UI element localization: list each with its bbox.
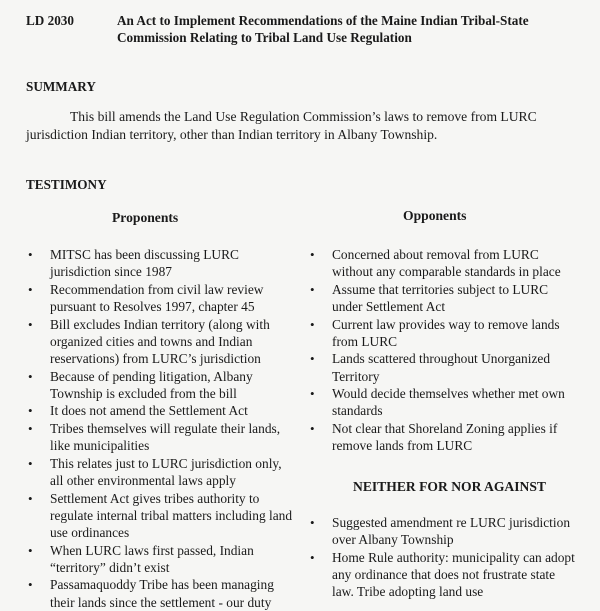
list-item: • Lands scattered throughout Unorganized Territory bbox=[308, 350, 578, 384]
summary-text: This bill amends the Land Use Regulation Commission’s laws to remove from LURC jurisdiction Indian territory, other than Indian territory in Albany Township. bbox=[26, 109, 537, 142]
list-item: • Concerned about removal from LURC without any comparable standards in place bbox=[308, 246, 578, 280]
list-item: • MITSC has been discussing LURC jurisdiction since 1987 bbox=[26, 246, 294, 280]
opponents-list bbox=[308, 246, 578, 455]
neither-list bbox=[308, 514, 578, 601]
proponents-heading: Proponents bbox=[112, 210, 179, 225]
testimony-heading: TESTIMONY bbox=[26, 177, 107, 192]
act-title: An Act to Implement Recommendations of the Maine Indian Tribal-State Commission Relating to Tribal Land Use Regulation bbox=[117, 13, 529, 45]
list-item: • Settlement Act gives tribes authority to regulate internal tribal matters including land use ordinances bbox=[26, 490, 294, 542]
ld-number: LD 2030 bbox=[26, 13, 74, 28]
opponents-heading: Opponents bbox=[403, 208, 467, 223]
list-item: • Passamaquoddy Tribe has been managing their lands since the settlement - our duty bbox=[26, 576, 294, 610]
list-item: • Not clear that Shoreland Zoning applies if remove lands from LURC bbox=[308, 420, 578, 454]
list-item: • Bill excludes Indian territory (along with organized cities and towns and Indian reservations) from LURC’s jurisdiction bbox=[26, 316, 294, 368]
proponents-list bbox=[26, 246, 294, 611]
list-item: • Tribes themselves will regulate their lands, like municipalities bbox=[26, 420, 294, 454]
list-item: • Suggested amendment re LURC jurisdiction over Albany Township bbox=[308, 514, 578, 548]
list-item: • Would decide themselves whether met own standards bbox=[308, 385, 578, 419]
list-item: • When LURC laws first passed, Indian “territory” didn’t exist bbox=[26, 542, 294, 576]
list-item: • Current law provides way to remove lands from LURC bbox=[308, 316, 578, 350]
summary-heading: SUMMARY bbox=[26, 79, 96, 94]
list-item: • Assume that territories subject to LURC under Settlement Act bbox=[308, 281, 578, 315]
list-item: • Recommendation from civil law review pursuant to Resolves 1997, chapter 45 bbox=[26, 281, 294, 315]
list-item: • Because of pending litigation, Albany Township is excluded from the bill bbox=[26, 368, 294, 402]
list-item: • It does not amend the Settlement Act bbox=[26, 402, 294, 419]
list-item: • This relates just to LURC jurisdiction only, all other environmental laws apply bbox=[26, 455, 294, 489]
list-item: • Home Rule authority: municipality can adopt any ordinance that does not frustrate state law. Tribe adopting land use bbox=[308, 549, 578, 601]
neither-heading: NEITHER FOR NOR AGAINST bbox=[353, 479, 546, 494]
